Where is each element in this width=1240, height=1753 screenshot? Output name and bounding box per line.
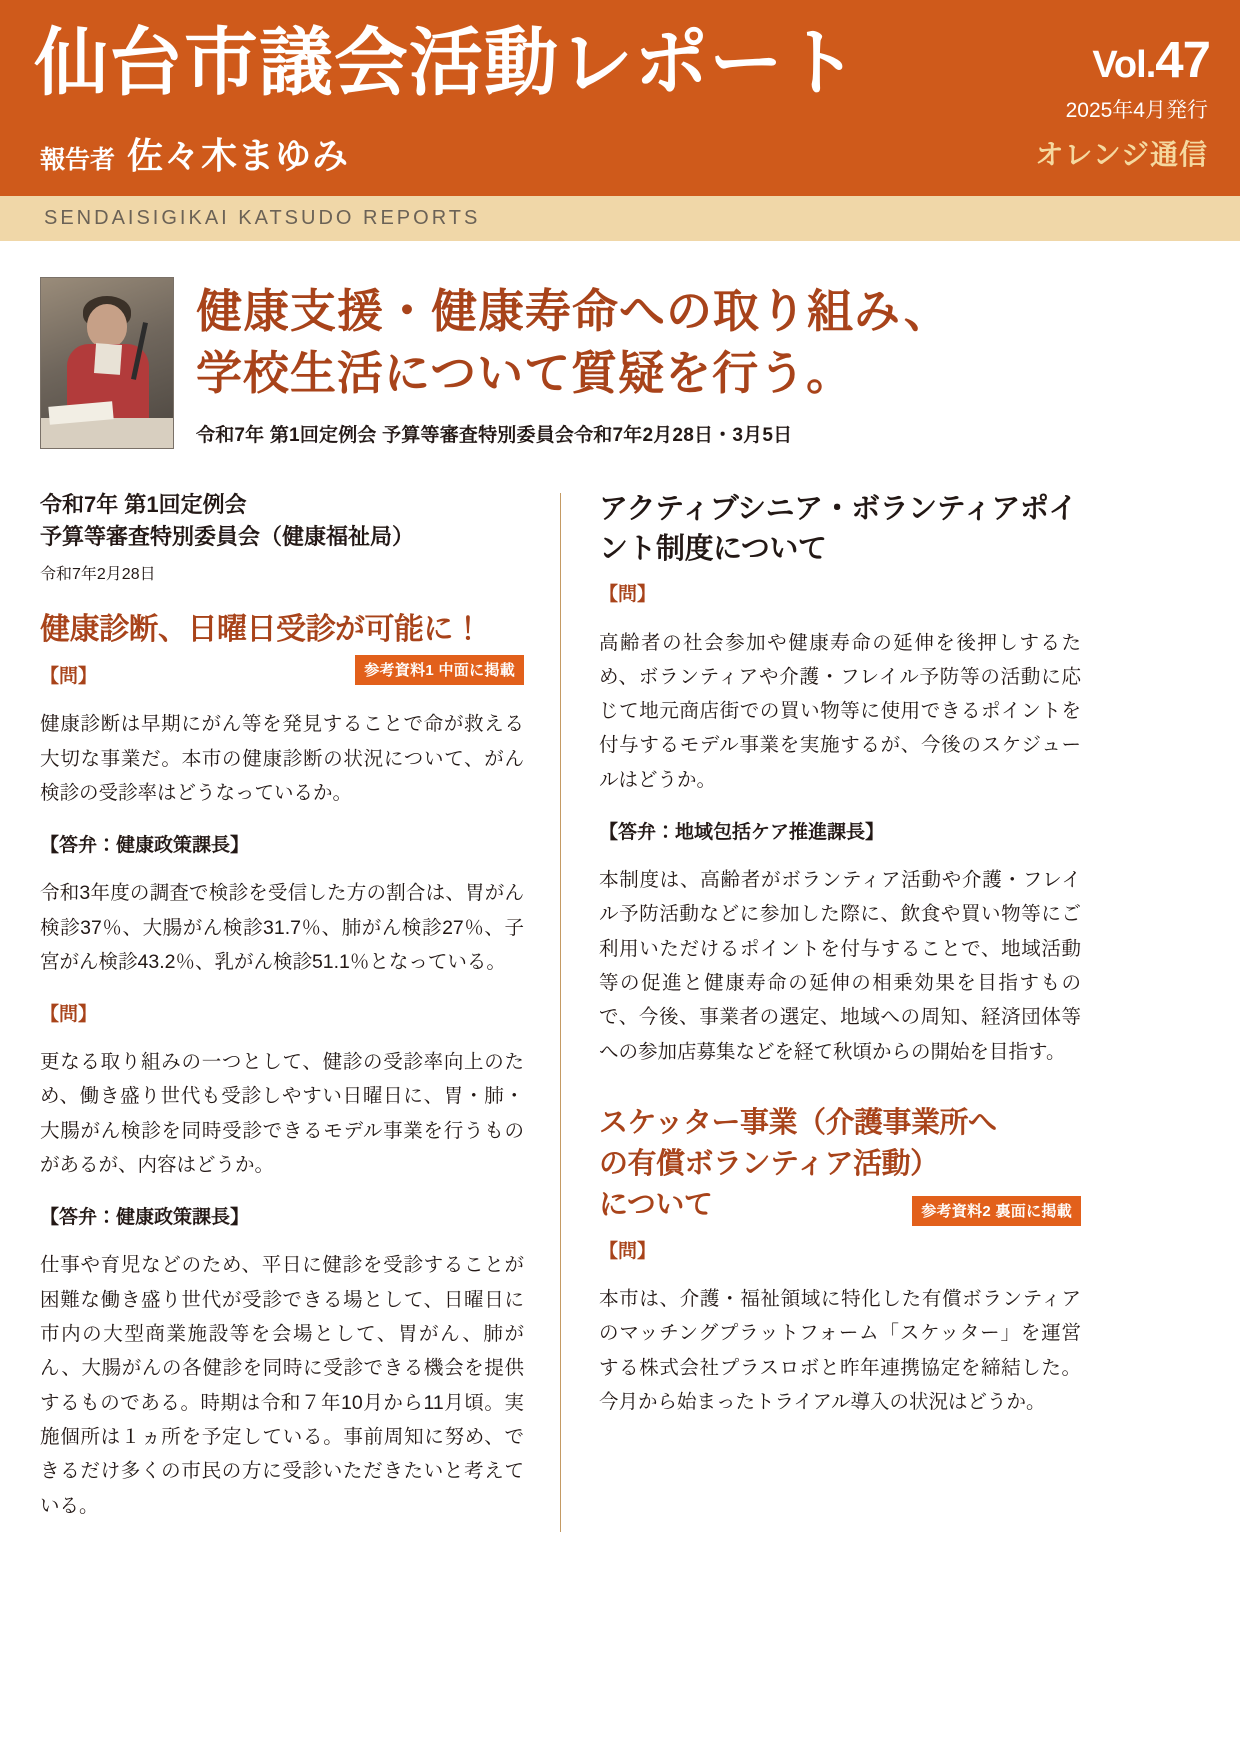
masthead [0,0,1240,196]
publication-title: 仙台市議会活動レポート [34,20,859,106]
brand-name: オレンジ通信 [1035,139,1208,170]
right-section2-title-line3: について [599,1186,713,1221]
left-a2-label: 【答弁：健康政策課長】 [40,1206,250,1228]
right-s2-q-text: 本市は、介護・福祉領域に特化した有償ボランティアのマッチングプラットフォーム「スケッター」を運営する株式会社プラスロボと昨年連携協定を締結した。今月から始まったトライアル導入の状況はどうか。 [599,1288,1081,1413]
reporter-block [40,128,349,179]
hero-text-block [196,277,1200,449]
photo-collar-shape [94,343,122,375]
hero-headline-line2: 学校生活について質疑を行う。 [196,345,854,400]
volume-label: Vol. [1092,44,1156,86]
hero-subtitle: 令和7年 第1回定例会 予算等審査特別委員会令和7年2月28日・3月5日 [196,425,793,447]
right-column [561,489,1081,1542]
reference-badge-2: 参考資料2 裏面に掲載 [912,1196,1081,1226]
hero-section [0,241,1240,449]
right-s1-a-text: 本制度は、高齢者がボランティア活動や介護・フレイル予防活動などに参加した際に、飲食や買い物等にご利用いただけるポイントを付与することで、地域活動等の促進と健康寿命の延伸の相乗効果を目指すもので、今後、事業者の選定、地域への周知、経済団体等への参加店募集などを経て秋頃からの開始を目指す。 [599,869,1081,1063]
left-q1-label: 【問】 [40,665,98,687]
left-a1-text: 令和3年度の調査で検診を受信した方の割合は、胃がん検診37％、大腸がん検診31.7％、肺がん検診27％、子宮がん検診43.2％、乳がん検診51.1％となっている。 [40,882,524,973]
left-a2-text: 仕事や育児などのため、平日に健診を受診することが困難な働き盛り世代が受診できる場として、日曜日に市内の大型商業施設等を会場として、胃がん、肺がん、大腸がんの各健診を同時に受診できる機会を提供するものである。時期は令和７年10月から11月頃。実施個所は１ヵ所を予定している。事前周知に努め、できるだけ多くの市民の方に受診いただきたいと考えている。 [40,1254,524,1517]
romaji-title: SENDAISIGIKAI KATSUDO REPORTS [44,207,481,229]
right-section2-title-line1: スケッター事業（介護事業所へ [599,1104,997,1139]
reporter-label: 報告者 [40,146,116,174]
reporter-name: 佐々木まゆみ [127,135,350,176]
hero-headline-line1: 健康支援・健康寿命への取り組み、 [196,284,951,338]
left-q2-label: 【問】 [40,1003,98,1025]
left-section-title: 健康診断、日曜日受診が可能に！ [40,611,483,647]
left-a1-label: 【答弁：健康政策課長】 [40,834,250,856]
left-column [40,489,560,1542]
right-s2-q-label: 【問】 [599,1240,657,1262]
reference-badge-1: 参考資料1 中面に掲載 [355,655,524,685]
right-s1-a-label: 【答弁：地域包括ケア推進課長】 [599,821,885,843]
volume-number [1092,31,1210,88]
left-kicker-line2: 予算等審査特別委員会（健康福祉局） [40,523,415,549]
right-s1-q-text: 高齢者の社会参加や健康寿命の延伸を後押しするため、ボランティアや介護・フレイル予防等の活動に応じて地元商店街での買い物等に使用できるポイントを付与するモデル事業を実施するが、今後のスケジュールはどうか。 [599,631,1081,791]
right-section1-title: アクティブシニア・ボランティアポイント制度について [599,493,1077,566]
speaker-photo [40,277,174,449]
issue-date: 2025年4月発行 [1065,99,1208,122]
left-kicker-line1: 令和7年 第1回定例会 [40,492,247,517]
romaji-subbar [0,196,1240,241]
volume-value: 47 [1155,31,1210,88]
left-kicker-date: 令和7年2月28日 [40,565,156,583]
right-s1-q-label: 【問】 [599,584,657,606]
photo-head-shape [87,304,127,348]
left-q1-text: 健康診断は早期にがん等を発見することで命が救える大切な事業だ。本市の健康診断の状況について、がん検診の受診率はどうなっているか。 [40,713,524,804]
article-columns [40,489,1200,1542]
left-q2-text: 更なる取り組みの一つとして、健診の受診率向上のため、働き盛り世代も受診しやすい日曜日に、胃・肺・大腸がん検診を同時受診できるモデル事業を行うものがあるが、内容はどうか。 [40,1051,524,1177]
right-section2-title-line2: の有償ボランティア活動） [599,1145,939,1180]
